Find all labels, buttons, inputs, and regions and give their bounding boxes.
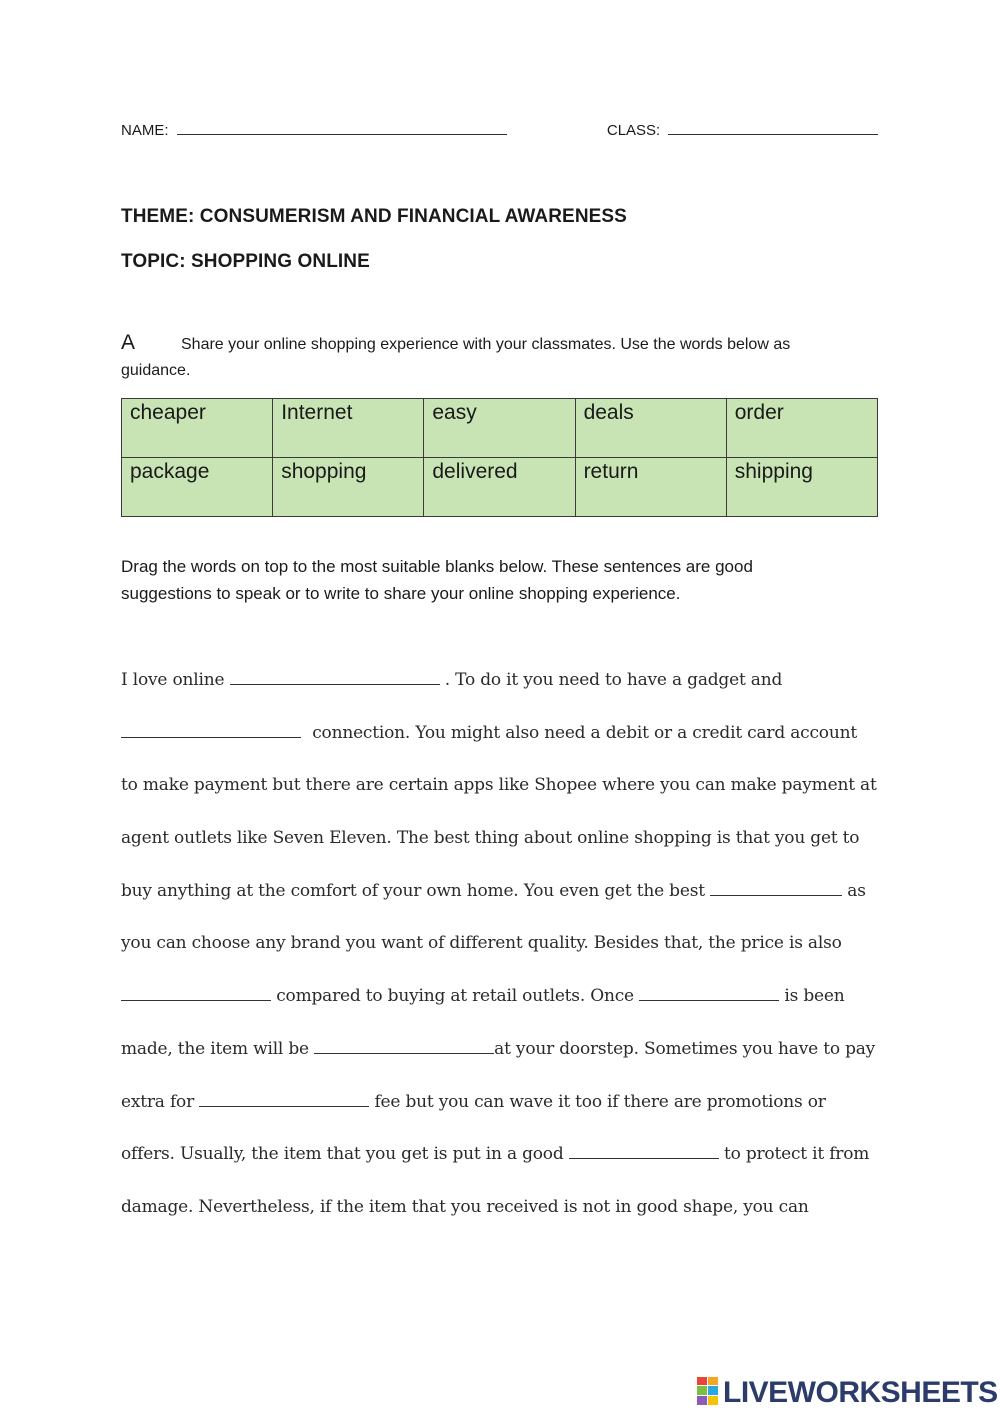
passage-text: offers. Usually, the item that you get is put in a good [121, 1144, 564, 1165]
passage-text: is been [784, 986, 845, 1007]
fill-in-passage [121, 654, 891, 1234]
drag-instructions [121, 553, 881, 607]
blank-7[interactable] [199, 1092, 369, 1107]
logo-text: LIVEWORKSHEETS [723, 1376, 998, 1409]
passage-text: as [847, 880, 866, 901]
word-tile[interactable]: delivered [424, 458, 575, 517]
passage-text: compared to buying at retail outlets. Once [276, 986, 634, 1007]
liveworksheets-logo [697, 1376, 998, 1410]
word-tile[interactable]: return [575, 458, 726, 517]
passage-text: extra for [121, 1091, 194, 1112]
word-bank-row [122, 458, 878, 517]
word-tile[interactable]: deals [575, 399, 726, 458]
blank-5[interactable] [639, 986, 779, 1001]
class-field[interactable] [668, 118, 878, 135]
instructions-line: suggestions to speak or to write to share your online shopping experience. [121, 584, 681, 603]
passage-text: to protect it from [723, 1144, 870, 1165]
word-tile[interactable]: package [122, 458, 273, 517]
passage-line: damage. Nevertheless, if the item that you received is not in good shape, you can [121, 1196, 809, 1217]
passage-text: . To do it you need to have a gadget and [444, 670, 783, 690]
blank-2[interactable] [121, 723, 301, 738]
blank-3[interactable] [710, 881, 842, 896]
word-tile[interactable]: order [726, 399, 877, 458]
passage-line [121, 970, 891, 1023]
name-field[interactable] [177, 118, 507, 135]
instructions-line: Drag the words on top to the most suitable blanks below. These sentences are good [121, 557, 753, 576]
passage-line [121, 1128, 891, 1181]
word-bank-table [121, 398, 878, 517]
class-label: CLASS: [606, 122, 661, 139]
passage-line: to make payment but there are certain apps like Shopee where you can make payment at [121, 775, 877, 796]
blank-8[interactable] [569, 1144, 719, 1159]
passage-line [121, 1023, 891, 1076]
name-label: NAME: [121, 122, 169, 139]
passage-line [121, 654, 891, 707]
passage-text: connection. You might also need a debit or a credit card account [312, 722, 857, 743]
passage-line: agent outlets like Seven Eleven. The best thing about online shopping is that you get to [121, 828, 860, 849]
word-bank-row [122, 399, 878, 458]
word-tile[interactable]: Internet [273, 399, 424, 458]
passage-text: I love online [121, 670, 225, 690]
section-letter: A [121, 331, 136, 354]
passage-text: made, the item will be [121, 1038, 309, 1059]
theme-heading: THEME: CONSUMERISM AND FINANCIAL AWARENESS [121, 206, 627, 227]
section-instruction: Share your online shopping experience with your classmates. Use the words below as [181, 336, 791, 353]
passage-text: fee but you can wave it too if there are promotions or [374, 1091, 826, 1112]
word-tile[interactable]: shopping [273, 458, 424, 517]
blank-4[interactable] [121, 986, 271, 1001]
passage-line [121, 865, 891, 918]
passage-line: you can choose any brand you want of different quality. Besides that, the price is also [121, 933, 842, 954]
passage-text: at your doorstep. Sometimes you have to pay [494, 1038, 876, 1059]
section-instruction-cont: guidance. [121, 362, 191, 379]
word-tile[interactable]: shipping [726, 458, 877, 517]
passage-line [121, 707, 891, 760]
topic-heading: TOPIC: SHOPPING ONLINE [121, 251, 370, 272]
passage-line [121, 1076, 891, 1129]
passage-text: buy anything at the comfort of your own home. You even get the best [121, 880, 705, 901]
logo-mark-icon [697, 1377, 719, 1405]
word-tile[interactable]: easy [424, 399, 575, 458]
blank-6[interactable] [314, 1039, 494, 1054]
word-tile[interactable]: cheaper [122, 399, 273, 458]
name-class-row [121, 118, 878, 139]
blank-1[interactable] [230, 670, 440, 685]
